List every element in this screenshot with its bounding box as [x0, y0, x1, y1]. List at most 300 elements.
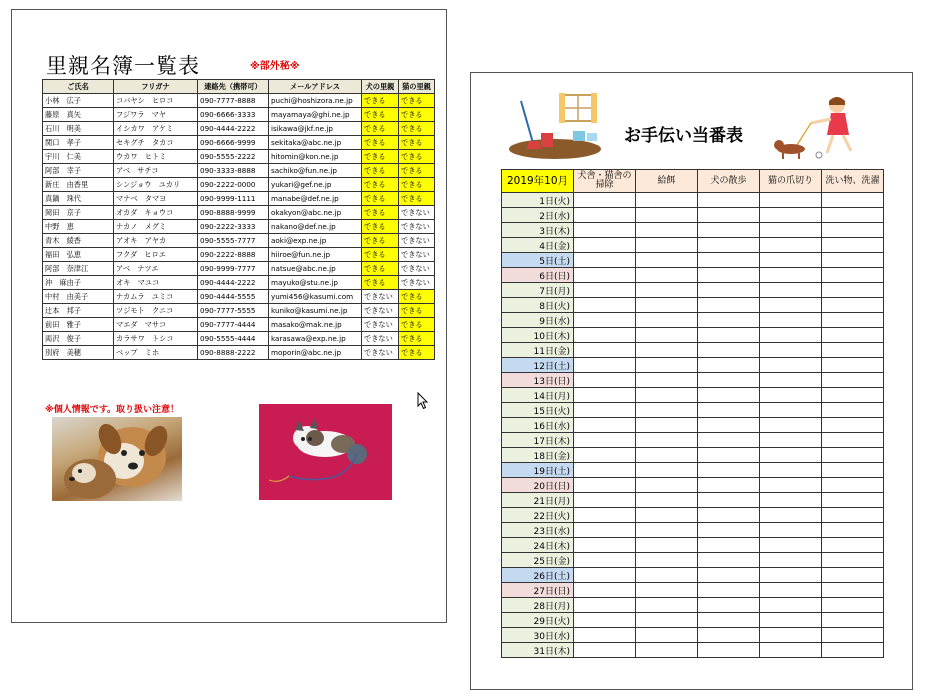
- duty-cell[interactable]: [698, 418, 760, 433]
- day-cell: 9日(水): [502, 313, 574, 328]
- cat-foster-cell: できない: [399, 262, 435, 276]
- duty-cell[interactable]: [574, 448, 636, 463]
- email-cell: moporin@abc.ne.jp: [269, 346, 362, 360]
- name-cell: 藤原 真矢: [43, 108, 114, 122]
- duty-cell[interactable]: [574, 583, 636, 598]
- duty-cell[interactable]: [574, 208, 636, 223]
- duty-cell[interactable]: [822, 268, 884, 283]
- duty-cell[interactable]: [760, 253, 822, 268]
- email-cell: puchi@hoshizora.ne.jp: [269, 94, 362, 108]
- duty-cell[interactable]: [698, 208, 760, 223]
- day-cell: 12日(土): [502, 358, 574, 373]
- duty-cell[interactable]: [636, 298, 698, 313]
- email-cell: aoki@exp.ne.jp: [269, 234, 362, 248]
- phone-cell: 090-7777-8888: [198, 94, 269, 108]
- duty-cell[interactable]: [636, 388, 698, 403]
- duty-cell[interactable]: [822, 283, 884, 298]
- name-cell: 辻本 邦子: [43, 304, 114, 318]
- duty-cell[interactable]: [760, 598, 822, 613]
- duty-cell[interactable]: [698, 568, 760, 583]
- roster-table: [42, 79, 435, 360]
- duty-cell[interactable]: [574, 388, 636, 403]
- duty-cell[interactable]: [822, 403, 884, 418]
- duty-cell[interactable]: [760, 643, 822, 658]
- duty-cell[interactable]: [574, 613, 636, 628]
- duty-cell[interactable]: [636, 598, 698, 613]
- duty-cell[interactable]: [822, 358, 884, 373]
- phone-cell: 090-6666-3333: [198, 108, 269, 122]
- duty-cell[interactable]: [822, 598, 884, 613]
- kana-cell: ウカワ ヒトミ: [114, 150, 198, 164]
- duty-cell[interactable]: [760, 193, 822, 208]
- day-cell: 3日(木): [502, 223, 574, 238]
- duty-cell[interactable]: [698, 373, 760, 388]
- email-cell: masako@mak.ne.jp: [269, 318, 362, 332]
- duty-table: [501, 169, 884, 658]
- duty-cell[interactable]: [698, 388, 760, 403]
- duty-cell[interactable]: [822, 313, 884, 328]
- phone-cell: 090-5555-7777: [198, 234, 269, 248]
- dog-foster-cell: できる: [362, 94, 399, 108]
- day-cell: 7日(月): [502, 283, 574, 298]
- duty-cell[interactable]: [574, 508, 636, 523]
- kitten-with-yarn-photo: [259, 404, 392, 500]
- duty-cell[interactable]: [822, 448, 884, 463]
- phone-cell: 090-3333-8888: [198, 164, 269, 178]
- email-cell: natsue@abc.ne.jp: [269, 262, 362, 276]
- duty-cell[interactable]: [636, 313, 698, 328]
- phone-cell: 090-8888-2222: [198, 346, 269, 360]
- duty-cell[interactable]: [698, 643, 760, 658]
- duty-cell[interactable]: [760, 553, 822, 568]
- duty-cell[interactable]: [822, 538, 884, 553]
- roster-row: [43, 290, 435, 304]
- duty-cell[interactable]: [574, 523, 636, 538]
- day-cell: 14日(月): [502, 388, 574, 403]
- duty-cell[interactable]: [636, 223, 698, 238]
- duty-cell[interactable]: [636, 478, 698, 493]
- duty-row: [502, 568, 884, 583]
- dog-foster-cell: できない: [362, 332, 399, 346]
- duty-cell[interactable]: [698, 403, 760, 418]
- day-cell: 29日(火): [502, 613, 574, 628]
- duty-cell[interactable]: [698, 598, 760, 613]
- cat-foster-cell: できる: [399, 122, 435, 136]
- duty-cell[interactable]: [698, 628, 760, 643]
- duty-cell[interactable]: [760, 613, 822, 628]
- name-cell: 関口 孝子: [43, 136, 114, 150]
- header-dog: 犬の里親: [362, 80, 399, 94]
- duty-cell[interactable]: [822, 328, 884, 343]
- duty-cell[interactable]: [760, 433, 822, 448]
- roster-row: [43, 164, 435, 178]
- duty-cell[interactable]: [760, 358, 822, 373]
- dog-foster-cell: できる: [362, 220, 399, 234]
- phone-cell: 090-4444-2222: [198, 276, 269, 290]
- duty-cell[interactable]: [822, 613, 884, 628]
- phone-cell: 090-9999-7777: [198, 262, 269, 276]
- duty-cell[interactable]: [698, 253, 760, 268]
- day-cell: 26日(土): [502, 568, 574, 583]
- kana-cell: イシカワ アケミ: [114, 122, 198, 136]
- duty-row: [502, 388, 884, 403]
- duty-cell[interactable]: [636, 403, 698, 418]
- duty-cell[interactable]: [574, 628, 636, 643]
- cat-foster-cell: できる: [399, 290, 435, 304]
- day-cell: 30日(水): [502, 628, 574, 643]
- dog-foster-cell: できない: [362, 346, 399, 360]
- duty-cell[interactable]: [760, 448, 822, 463]
- duty-cell[interactable]: [822, 343, 884, 358]
- duty-cell[interactable]: [636, 193, 698, 208]
- duty-cell[interactable]: [822, 193, 884, 208]
- duty-cell[interactable]: [574, 553, 636, 568]
- dog-foster-cell: できる: [362, 206, 399, 220]
- dog-foster-cell: できる: [362, 122, 399, 136]
- duty-cell[interactable]: [760, 418, 822, 433]
- phone-cell: 090-7777-5555: [198, 304, 269, 318]
- day-cell: 19日(土): [502, 463, 574, 478]
- header-email: メールアドレス: [269, 80, 362, 94]
- name-cell: 両沢 俊子: [43, 332, 114, 346]
- duty-cell[interactable]: [698, 433, 760, 448]
- duty-cell[interactable]: [760, 373, 822, 388]
- duty-cell[interactable]: [636, 238, 698, 253]
- duty-cell[interactable]: [822, 643, 884, 658]
- dog-foster-cell: できる: [362, 150, 399, 164]
- duty-cell[interactable]: [760, 523, 822, 538]
- duty-cell[interactable]: [636, 508, 698, 523]
- duty-cell[interactable]: [574, 373, 636, 388]
- name-cell: 前田 雅子: [43, 318, 114, 332]
- kana-cell: アオキ アヤカ: [114, 234, 198, 248]
- chore-header-feeding: 給餌: [636, 170, 698, 193]
- day-cell: 2日(水): [502, 208, 574, 223]
- duty-cell[interactable]: [760, 343, 822, 358]
- duty-cell[interactable]: [760, 223, 822, 238]
- chore-header-dog-walk: 犬の散歩: [698, 170, 760, 193]
- email-cell: isikawa@jkf.ne.jp: [269, 122, 362, 136]
- day-cell: 24日(木): [502, 538, 574, 553]
- duty-cell[interactable]: [698, 493, 760, 508]
- duty-cell[interactable]: [822, 388, 884, 403]
- duty-cell[interactable]: [822, 373, 884, 388]
- duty-cell[interactable]: [698, 508, 760, 523]
- duty-cell[interactable]: [636, 433, 698, 448]
- duty-row: [502, 238, 884, 253]
- duty-row: [502, 583, 884, 598]
- duty-cell[interactable]: [574, 223, 636, 238]
- kana-cell: オキ マユコ: [114, 276, 198, 290]
- girl-walking-dog-illustration: [771, 93, 861, 163]
- day-cell: 16日(水): [502, 418, 574, 433]
- duty-cell[interactable]: [822, 418, 884, 433]
- day-cell: 6日(日): [502, 268, 574, 283]
- roster-row: [43, 234, 435, 248]
- cat-foster-cell: できる: [399, 164, 435, 178]
- duty-cell[interactable]: [822, 223, 884, 238]
- header-kana: フリガナ: [114, 80, 198, 94]
- chore-header-cleaning: 犬舎・猫舎の掃除: [574, 170, 636, 193]
- day-cell: 8日(火): [502, 298, 574, 313]
- phone-cell: 090-4444-2222: [198, 122, 269, 136]
- dog-foster-cell: できる: [362, 178, 399, 192]
- duty-row: [502, 313, 884, 328]
- dog-foster-cell: できる: [362, 248, 399, 262]
- duty-cell[interactable]: [760, 313, 822, 328]
- phone-cell: 090-8888-9999: [198, 206, 269, 220]
- name-cell: 新庄 由香里: [43, 178, 114, 192]
- cat-foster-cell: できない: [399, 248, 435, 262]
- duty-cell[interactable]: [822, 208, 884, 223]
- duty-cell[interactable]: [574, 643, 636, 658]
- email-cell: hiiroe@fun.ne.jp: [269, 248, 362, 262]
- duty-cell[interactable]: [760, 538, 822, 553]
- duty-cell[interactable]: [636, 628, 698, 643]
- duty-cell[interactable]: [822, 253, 884, 268]
- dog-foster-cell: できる: [362, 192, 399, 206]
- roster-row: [43, 332, 435, 346]
- duty-cell[interactable]: [636, 463, 698, 478]
- duty-cell[interactable]: [760, 298, 822, 313]
- roster-row: [43, 206, 435, 220]
- roster-row: [43, 220, 435, 234]
- duty-cell[interactable]: [636, 343, 698, 358]
- duty-cell[interactable]: [822, 493, 884, 508]
- duty-cell[interactable]: [574, 478, 636, 493]
- duty-cell[interactable]: [574, 403, 636, 418]
- kana-cell: コバヤシ ヒロコ: [114, 94, 198, 108]
- duty-cell[interactable]: [822, 298, 884, 313]
- cat-foster-cell: できる: [399, 304, 435, 318]
- duty-cell[interactable]: [574, 568, 636, 583]
- duty-row: [502, 493, 884, 508]
- duty-cell[interactable]: [636, 418, 698, 433]
- roster-header-row: [43, 80, 435, 94]
- duty-cell[interactable]: [698, 448, 760, 463]
- duty-cell[interactable]: [822, 568, 884, 583]
- email-cell: karasawa@exp.ne.jp: [269, 332, 362, 346]
- duty-cell[interactable]: [822, 238, 884, 253]
- duty-cell[interactable]: [574, 538, 636, 553]
- duty-cell[interactable]: [636, 358, 698, 373]
- kana-cell: ベップ ミホ: [114, 346, 198, 360]
- duty-row: [502, 448, 884, 463]
- duty-cell[interactable]: [574, 268, 636, 283]
- phone-cell: 090-2222-8888: [198, 248, 269, 262]
- duty-cell[interactable]: [698, 553, 760, 568]
- duty-cell[interactable]: [636, 523, 698, 538]
- kana-cell: アベ ナツエ: [114, 262, 198, 276]
- duty-cell[interactable]: [760, 463, 822, 478]
- duty-row: [502, 643, 884, 658]
- roster-row: [43, 108, 435, 122]
- cat-foster-cell: できる: [399, 332, 435, 346]
- duty-cell[interactable]: [698, 358, 760, 373]
- name-cell: 沖 麻由子: [43, 276, 114, 290]
- kana-cell: ナカムラ ユミコ: [114, 290, 198, 304]
- cat-foster-cell: できる: [399, 150, 435, 164]
- roster-row: [43, 192, 435, 206]
- duty-cell[interactable]: [698, 298, 760, 313]
- duty-cell[interactable]: [574, 463, 636, 478]
- email-cell: sekitaka@abc.ne.jp: [269, 136, 362, 150]
- kana-cell: カラサワ トシコ: [114, 332, 198, 346]
- duty-cell[interactable]: [636, 583, 698, 598]
- duty-cell[interactable]: [698, 538, 760, 553]
- duty-cell[interactable]: [698, 478, 760, 493]
- cat-foster-cell: できる: [399, 318, 435, 332]
- phone-cell: 090-6666-9999: [198, 136, 269, 150]
- kana-cell: シンジョウ ユカリ: [114, 178, 198, 192]
- duty-cell[interactable]: [636, 448, 698, 463]
- email-cell: kuniko@kasumi.ne.jp: [269, 304, 362, 318]
- duty-row: [502, 418, 884, 433]
- duty-cell[interactable]: [698, 613, 760, 628]
- cat-foster-cell: できない: [399, 220, 435, 234]
- mouse-pointer-icon: [417, 392, 429, 410]
- kana-cell: マナベ タマヨ: [114, 192, 198, 206]
- cat-foster-cell: できる: [399, 346, 435, 360]
- duty-cell[interactable]: [760, 388, 822, 403]
- duty-cell[interactable]: [574, 343, 636, 358]
- duty-cell[interactable]: [636, 328, 698, 343]
- duty-cell[interactable]: [574, 313, 636, 328]
- name-cell: 阿部 幸子: [43, 164, 114, 178]
- duty-cell[interactable]: [636, 553, 698, 568]
- duty-cell[interactable]: [760, 328, 822, 343]
- kana-cell: ツジモト クニコ: [114, 304, 198, 318]
- phone-cell: 090-2222-3333: [198, 220, 269, 234]
- duty-cell[interactable]: [822, 463, 884, 478]
- duty-cell[interactable]: [760, 493, 822, 508]
- duty-cell[interactable]: [822, 508, 884, 523]
- duty-cell[interactable]: [636, 613, 698, 628]
- duty-cell[interactable]: [636, 493, 698, 508]
- kana-cell: セキグチ タカコ: [114, 136, 198, 150]
- duty-cell[interactable]: [574, 493, 636, 508]
- duty-cell[interactable]: [698, 223, 760, 238]
- cat-foster-cell: できる: [399, 108, 435, 122]
- confidential-label: ※部外秘※: [250, 61, 300, 72]
- duty-cell[interactable]: [574, 358, 636, 373]
- duty-cell[interactable]: [574, 238, 636, 253]
- phone-cell: 090-2222-0000: [198, 178, 269, 192]
- duty-cell[interactable]: [574, 298, 636, 313]
- name-cell: 福田 弘恵: [43, 248, 114, 262]
- roster-page: [11, 9, 447, 623]
- duty-cell[interactable]: [636, 568, 698, 583]
- duty-cell[interactable]: [822, 433, 884, 448]
- duty-cell[interactable]: [760, 403, 822, 418]
- duty-cell[interactable]: [636, 373, 698, 388]
- duty-cell[interactable]: [760, 583, 822, 598]
- duty-row: [502, 208, 884, 223]
- duty-cell[interactable]: [698, 238, 760, 253]
- duty-row: [502, 298, 884, 313]
- duty-cell[interactable]: [636, 538, 698, 553]
- duty-cell[interactable]: [760, 508, 822, 523]
- day-cell: 23日(水): [502, 523, 574, 538]
- privacy-warning: ※個人情報です。取り扱い注意！: [45, 405, 180, 415]
- duty-cell[interactable]: [760, 628, 822, 643]
- duty-cell[interactable]: [574, 418, 636, 433]
- duty-row: [502, 478, 884, 493]
- duty-cell[interactable]: [574, 253, 636, 268]
- duty-cell[interactable]: [760, 478, 822, 493]
- roster-row: [43, 262, 435, 276]
- name-cell: 阿部 奈津江: [43, 262, 114, 276]
- day-cell: 4日(金): [502, 238, 574, 253]
- duty-cell[interactable]: [636, 643, 698, 658]
- cat-foster-cell: できる: [399, 94, 435, 108]
- day-cell: 22日(火): [502, 508, 574, 523]
- duty-cell[interactable]: [636, 253, 698, 268]
- day-cell: 18日(金): [502, 448, 574, 463]
- duty-cell[interactable]: [574, 598, 636, 613]
- duty-cell[interactable]: [636, 268, 698, 283]
- name-cell: 石川 明美: [43, 122, 114, 136]
- duty-cell[interactable]: [822, 628, 884, 643]
- phone-cell: 090-5555-2222: [198, 150, 269, 164]
- duty-row: [502, 553, 884, 568]
- duty-cell[interactable]: [698, 328, 760, 343]
- duty-cell[interactable]: [574, 193, 636, 208]
- duty-cell[interactable]: [760, 268, 822, 283]
- duty-cell[interactable]: [822, 523, 884, 538]
- duty-cell[interactable]: [574, 433, 636, 448]
- roster-title: 里親名簿一覧表: [46, 54, 200, 78]
- duty-cell[interactable]: [822, 478, 884, 493]
- duty-cell[interactable]: [760, 208, 822, 223]
- duty-cell[interactable]: [698, 268, 760, 283]
- duty-cell[interactable]: [698, 343, 760, 358]
- email-cell: sachiko@fun.ne.jp: [269, 164, 362, 178]
- email-cell: okakyon@abc.ne.jp: [269, 206, 362, 220]
- email-cell: yumi456@kasumi.com: [269, 290, 362, 304]
- cat-foster-cell: できる: [399, 136, 435, 150]
- name-cell: 中村 由美子: [43, 290, 114, 304]
- duty-cell[interactable]: [822, 583, 884, 598]
- name-cell: 宇川 仁美: [43, 150, 114, 164]
- month-header: 2019年10月: [502, 170, 574, 193]
- duty-cell[interactable]: [698, 583, 760, 598]
- duty-cell[interactable]: [636, 208, 698, 223]
- header-name: ご氏名: [43, 80, 114, 94]
- duty-cell[interactable]: [698, 283, 760, 298]
- duty-row: [502, 328, 884, 343]
- day-cell: 10日(木): [502, 328, 574, 343]
- roster-row: [43, 178, 435, 192]
- day-cell: 1日(火): [502, 193, 574, 208]
- cat-foster-cell: できない: [399, 234, 435, 248]
- duty-cell[interactable]: [760, 568, 822, 583]
- duty-cell[interactable]: [760, 283, 822, 298]
- cat-foster-cell: できない: [399, 276, 435, 290]
- duty-cell[interactable]: [698, 193, 760, 208]
- duty-cell[interactable]: [636, 283, 698, 298]
- duty-cell[interactable]: [698, 313, 760, 328]
- duty-cell[interactable]: [760, 238, 822, 253]
- cat-foster-cell: できない: [399, 206, 435, 220]
- kana-cell: ナカノ メグミ: [114, 220, 198, 234]
- roster-row: [43, 276, 435, 290]
- duty-cell[interactable]: [574, 328, 636, 343]
- duty-cell[interactable]: [698, 463, 760, 478]
- duty-cell[interactable]: [822, 553, 884, 568]
- duty-cell[interactable]: [574, 283, 636, 298]
- duty-cell[interactable]: [698, 523, 760, 538]
